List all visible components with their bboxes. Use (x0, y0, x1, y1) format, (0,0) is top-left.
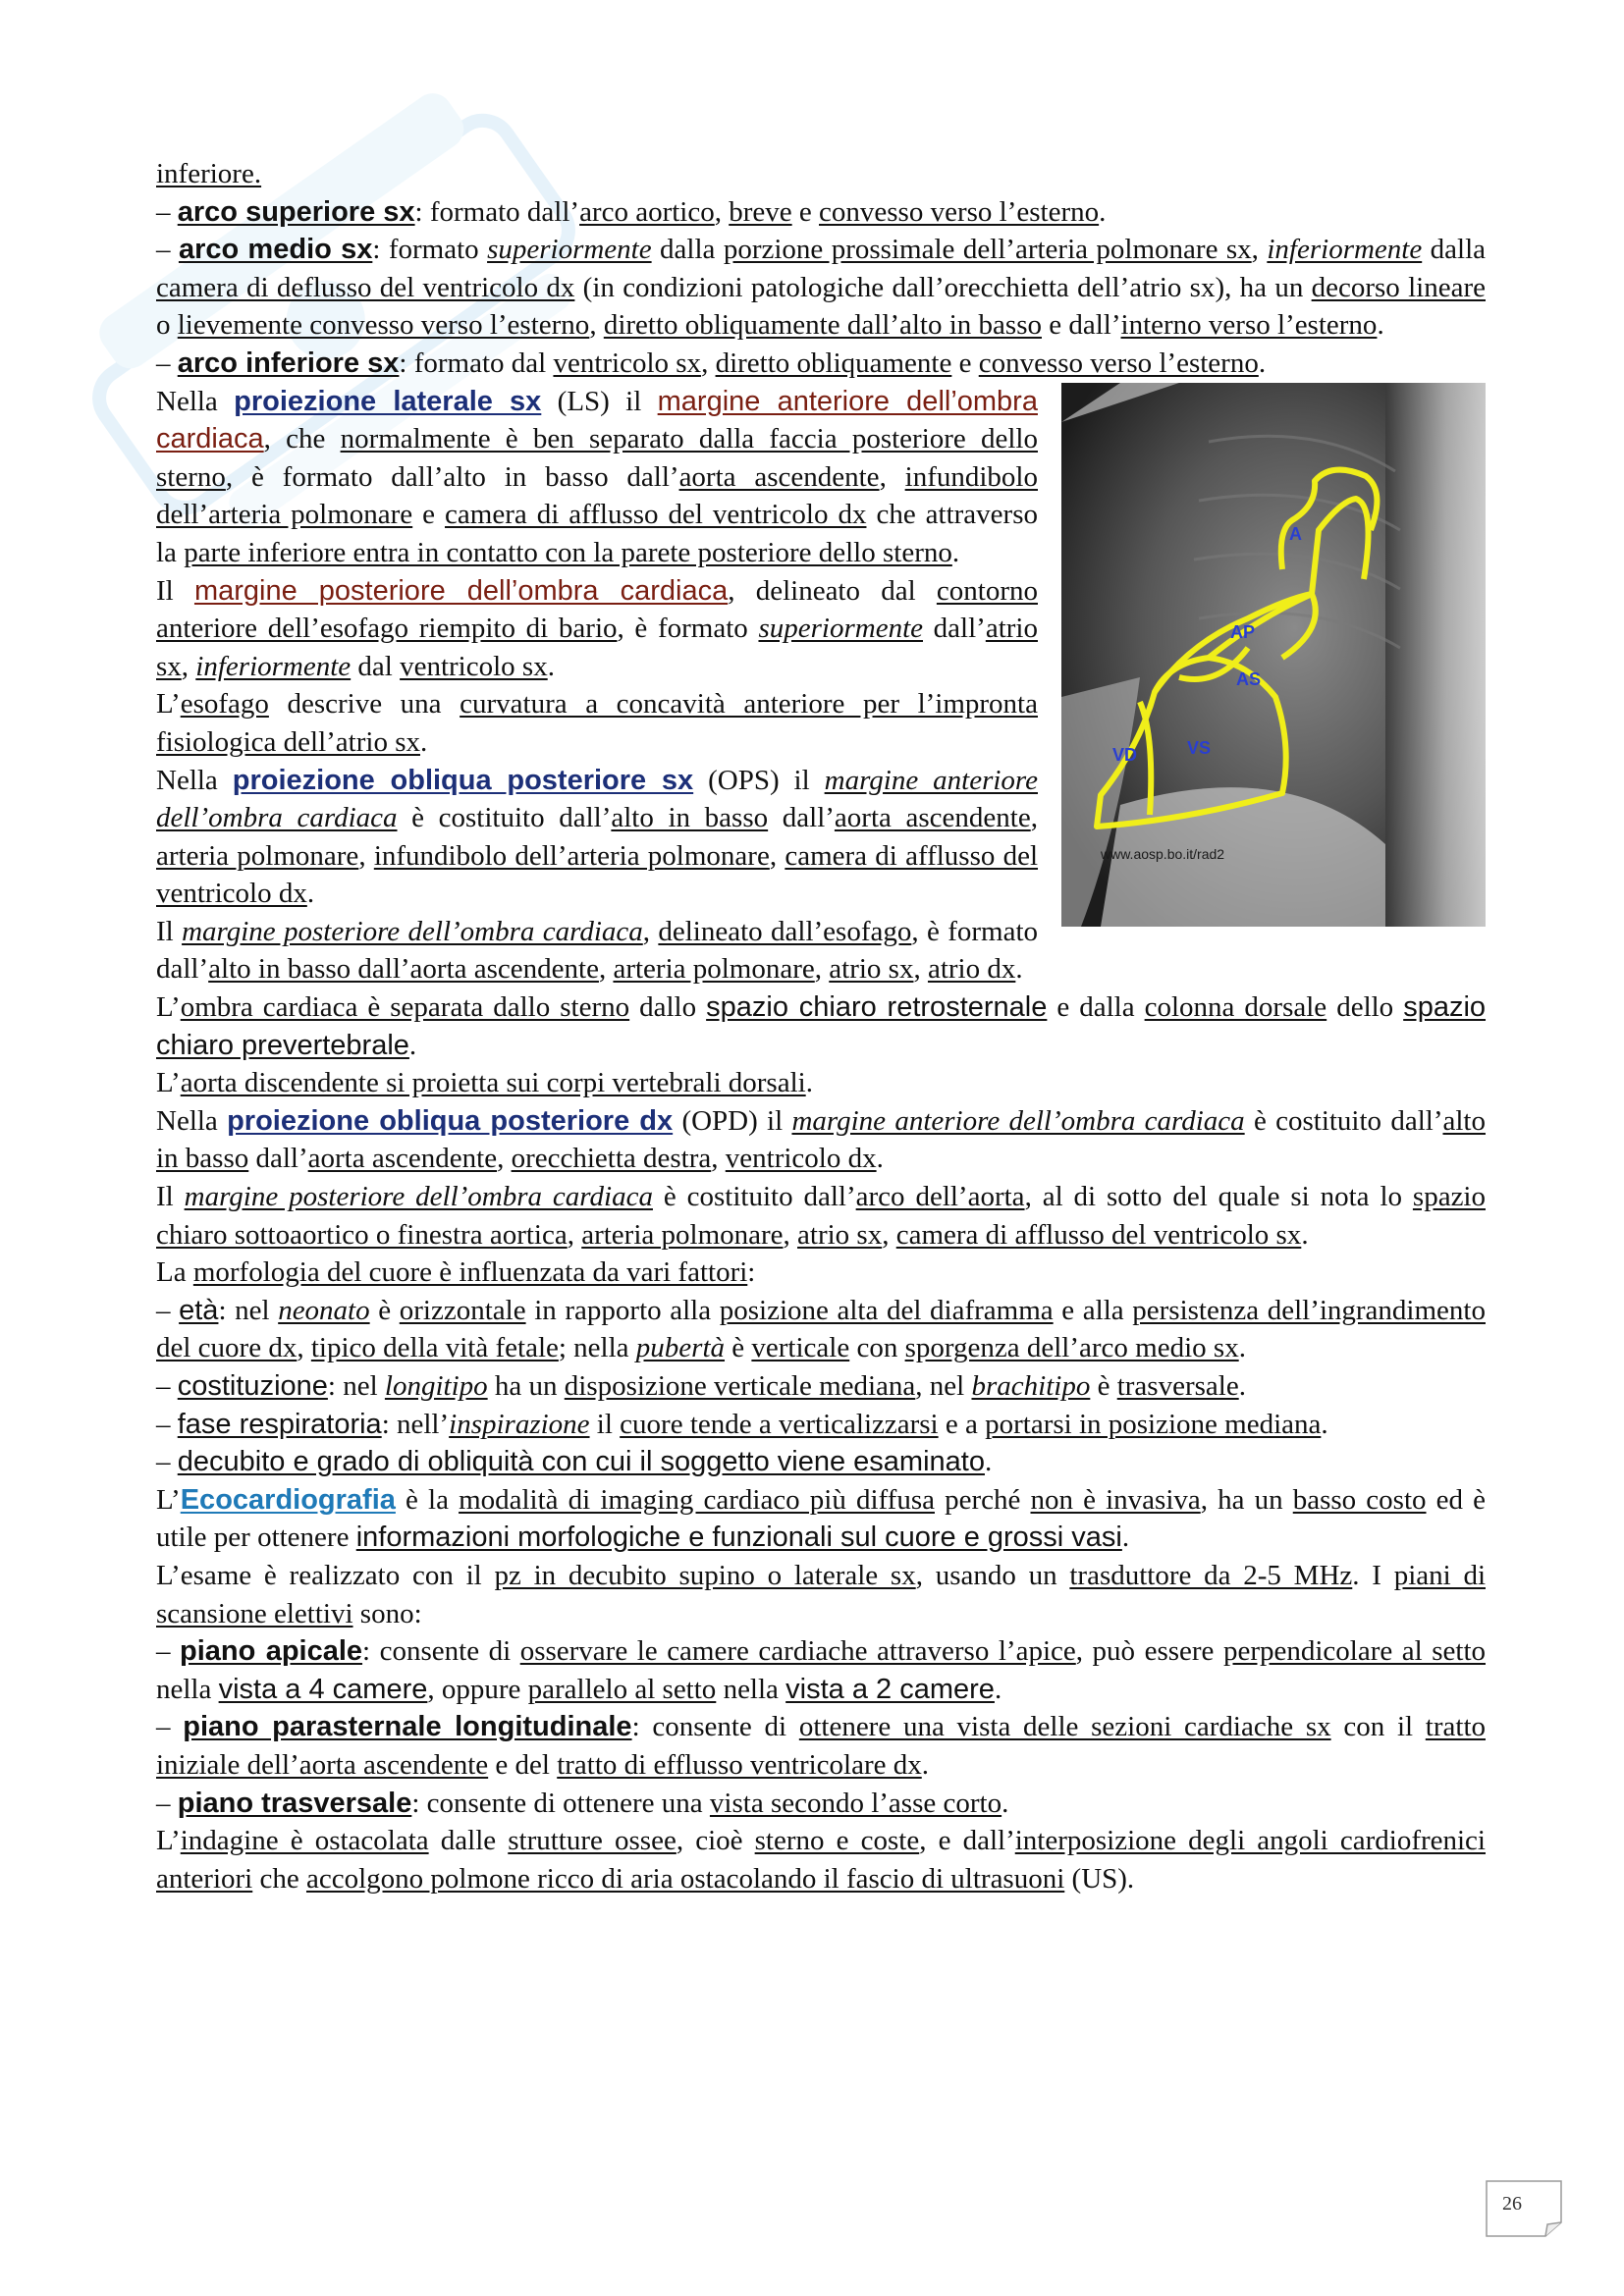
text-run: che (252, 1862, 306, 1895)
paragraph (156, 988, 1486, 1064)
chest-xray-lateral-figure (1061, 383, 1486, 927)
text-run: , è formato dall’ (156, 915, 1038, 986)
text-run: Il (156, 915, 183, 947)
text-run: diretto obliquamente dall’alto in basso (603, 309, 1042, 342)
text-run: : consente di (362, 1635, 520, 1668)
text-run: : (747, 1256, 756, 1289)
text-run: , (882, 1218, 896, 1251)
text-run: – (156, 195, 178, 228)
text-run: : formato dall’ (414, 195, 580, 228)
text-run: . (306, 878, 315, 910)
text-run: , (358, 839, 374, 872)
text-run: vista secondo l’asse corto (709, 1787, 1002, 1819)
text-run: tipico della vità fetale (310, 1332, 559, 1364)
paragraph (156, 1557, 1486, 1632)
paragraph (156, 1367, 1486, 1406)
text-run: L’ (156, 1825, 181, 1857)
text-run: – (156, 1370, 178, 1402)
text-run: interno verso l’esterno (1120, 309, 1378, 342)
text-run: pz in decubito supino o laterale sx (494, 1559, 916, 1591)
text-run: nella (716, 1673, 786, 1705)
text-run: ombra cardiaca è separata dallo sterno (180, 991, 630, 1024)
text-run: – (156, 1294, 180, 1326)
text-run: , (1251, 234, 1268, 266)
text-run: arco dell’aorta (855, 1181, 1025, 1213)
text-run: dall’ (768, 802, 835, 834)
text-run: dal (351, 650, 401, 682)
page-number-box (1485, 2179, 1563, 2238)
text-run: convesso verso l’esterno (978, 347, 1259, 379)
text-run: e del (488, 1748, 558, 1781)
paragraph (156, 1102, 1486, 1178)
text-run: sterno e coste (754, 1825, 920, 1857)
text-run: cuore tende a verticalizzarsi (620, 1408, 939, 1440)
text-run: superiormente (487, 234, 652, 266)
text-run: è costituito dall’ (652, 1181, 856, 1213)
text-run: interposizione degli angoli cardiofrenici anteriori (156, 1825, 1486, 1895)
paragraph (156, 1708, 1486, 1784)
text-run: infundibolo dell’arteria polmonare (156, 460, 1038, 531)
term-highlight: costituzione (177, 1370, 328, 1402)
paragraph (156, 1632, 1486, 1708)
text-run: , (711, 1143, 726, 1175)
text-run: è (1090, 1370, 1117, 1402)
text-run: . (921, 1748, 929, 1781)
text-run: camera di afflusso del ventricolo sx (895, 1218, 1302, 1251)
text-run: – (156, 1635, 181, 1668)
text-run: (US). (1064, 1862, 1135, 1895)
text-run: disposizione verticale mediana (564, 1370, 916, 1402)
text-run: delineato dall’esofago (658, 915, 912, 947)
text-run: descrive una (268, 688, 460, 721)
text-run: brachitipo (971, 1370, 1091, 1402)
text-run: è la (395, 1483, 460, 1516)
text-run: e (412, 499, 446, 531)
term-highlight: piano apicale (180, 1635, 363, 1668)
paragraph (156, 1178, 1486, 1254)
text-run: , delineato dal (728, 574, 937, 607)
paragraph (156, 1481, 1486, 1557)
text-run: aorta ascendente (834, 802, 1031, 834)
text-run: , (783, 1218, 798, 1251)
text-run: inferiore. (156, 158, 262, 189)
text-run: pubertà (635, 1332, 726, 1364)
page-curl-frame (1485, 2179, 1563, 2238)
paragraph (156, 231, 1486, 345)
term-highlight: arco medio sx (178, 234, 373, 266)
text-run: diretto obliquamente (715, 347, 952, 379)
label-vs: VS (1187, 737, 1212, 758)
text-run: . I (1352, 1559, 1394, 1591)
term-highlight: spazio chiaro prevertebrale (156, 991, 1487, 1061)
text-run: L’ (156, 688, 181, 721)
text-run: – (156, 234, 179, 266)
text-run: con (849, 1332, 905, 1364)
label-vd: VD (1112, 744, 1138, 765)
label-as: AS (1236, 668, 1262, 689)
term-highlight: età (179, 1294, 219, 1326)
text-run: tratto iniziale dell’aorta ascendente (156, 1711, 1486, 1781)
text-run: , può essere (1075, 1635, 1223, 1668)
text-run: è (369, 1294, 400, 1326)
text-run: o (156, 309, 178, 342)
text-run: , (879, 460, 905, 493)
text-run: camera di deflusso del ventricolo dx (156, 271, 575, 303)
text-run: , al di sotto del quale si nota lo (1024, 1181, 1413, 1213)
text-run: (in condizioni patologiche dall’orecchietta dell’atrio sx), ha un (574, 271, 1312, 303)
text-run: basso costo (1292, 1483, 1427, 1516)
term-highlight: Ecocardiografia (180, 1483, 396, 1516)
image-credit: www.aosp.bo.it/rad2 (1101, 845, 1225, 862)
text-run: L’ (156, 991, 181, 1024)
text-run: margine anteriore dell’ombra cardiaca (156, 764, 1038, 834)
text-run: camera di afflusso del ventricolo dx (156, 839, 1039, 910)
text-run: e (951, 347, 979, 379)
text-run: . (876, 1143, 884, 1175)
text-run: Nella (156, 1104, 228, 1137)
text-run: con il (1330, 1711, 1426, 1743)
text-run: trasduttore da 2-5 MHz (1069, 1559, 1353, 1591)
text-run: è costituito dall’ (397, 802, 612, 834)
text-run: , (714, 195, 730, 228)
text-run: , e dall’ (919, 1825, 1015, 1857)
text-run: orizzontale (399, 1294, 526, 1326)
term-highlight: vista a 2 camere (785, 1673, 995, 1705)
text-run: , (769, 839, 785, 872)
text-run: : formato dal (399, 347, 554, 379)
text-run: che attraverso la (156, 499, 1038, 568)
text-run: dalla (1422, 234, 1487, 266)
text-run: arco aortico (579, 195, 715, 228)
paragraph (156, 193, 1486, 232)
text-run: osservare le camere cardiache attraverso l’apice (519, 1635, 1076, 1668)
text-run: inferiormente (195, 650, 352, 682)
text-run: : consente di ottenere una (411, 1787, 710, 1819)
text-run: contorno anteriore dell’esofago riempito di bario (156, 574, 1038, 645)
paragraph (156, 1443, 1486, 1481)
text-run: Nella (156, 764, 233, 796)
text-run: , (642, 915, 659, 947)
term-highlight: piano parasternale longitudinale (183, 1711, 632, 1743)
term-highlight: piano trasversale (177, 1787, 412, 1819)
text-run: inspirazione (449, 1408, 590, 1440)
text-run: . (984, 1446, 993, 1478)
text-run: . (951, 536, 960, 568)
text-run: , oppure (427, 1673, 528, 1705)
text-run: morfologia del cuore è influenzata da vari fattori (192, 1256, 748, 1289)
term-highlight: proiezione obliqua posteriore sx (232, 764, 694, 796)
text-run: , (913, 953, 928, 986)
text-run: , (814, 953, 830, 986)
text-run: . (1015, 953, 1023, 986)
paragraph (156, 1254, 1486, 1292)
text-run: persistenza dell’ingrandimento del cuore dx (156, 1294, 1486, 1364)
paragraph (156, 1064, 1486, 1102)
text-run: ed è utile per ottenere (156, 1483, 1486, 1554)
term-highlight: arco superiore sx (177, 195, 415, 228)
text-run: longitipo (384, 1370, 488, 1402)
text-run: tratto di efflusso ventricolare dx (557, 1748, 922, 1781)
text-run: – (156, 1408, 178, 1440)
text-run: ha un (487, 1370, 565, 1402)
text-run: verticale (751, 1332, 850, 1364)
text-run: – (156, 1446, 178, 1478)
text-run: orecchietta destra (511, 1143, 712, 1175)
label-ap: AP (1230, 621, 1256, 642)
text-run: . (1321, 1408, 1328, 1440)
text-run: , (297, 1332, 311, 1364)
text-run: . (1301, 1218, 1309, 1251)
text-run: accolgono polmone ricco di aria ostacolando il fascio di ultrasuoni (305, 1862, 1065, 1895)
text-run: ventricolo dx (725, 1143, 877, 1175)
term-highlight: spazio chiaro retrosternale (706, 991, 1048, 1024)
text-run: margine posteriore dell’ombra cardiaca (184, 1181, 653, 1213)
xray-image (1061, 383, 1486, 927)
text-run: aorta discendente si proietta sui corpi vertebrali dorsali (180, 1067, 806, 1099)
text-run: sono: (352, 1597, 422, 1629)
text-run: nella (156, 1673, 219, 1705)
text-run: L’esame è realizzato con il (156, 1559, 495, 1591)
text-run: parte inferiore entra in contatto con la parete posteriore dello sterno (184, 536, 952, 568)
text-run: arteria polmonare (581, 1218, 784, 1251)
text-run: atrio sx (829, 953, 914, 986)
text-run: inferiormente (1267, 234, 1423, 266)
text-run: convesso verso l’esterno (819, 195, 1100, 228)
text-run: neonato (278, 1294, 370, 1326)
text-run: L’ (156, 1067, 181, 1099)
text-run: non è invasiva (1030, 1483, 1201, 1516)
text-run: dallo (629, 991, 707, 1024)
text-run: . (1121, 1522, 1130, 1554)
text-run: : formato (372, 234, 488, 266)
text-run: perché (934, 1483, 1031, 1516)
text-run: . (1377, 309, 1384, 342)
text-run: portarsi in posizione mediana (985, 1408, 1322, 1440)
text-run: . (408, 1029, 417, 1061)
term-highlight: margine posteriore dell’ombra cardiaca (193, 574, 729, 607)
text-run: (LS) il (541, 385, 658, 417)
text-run: , (598, 953, 614, 986)
text-run: sporgenza dell’arco medio sx (904, 1332, 1239, 1364)
term-highlight: fase respiratoria (177, 1408, 382, 1440)
text-run: : nel (327, 1370, 385, 1402)
text-run: Nella (156, 385, 235, 417)
text-run: , ha un (1200, 1483, 1293, 1516)
text-run: – (156, 1787, 178, 1819)
text-run: , è formato dall’alto in basso dall’ (225, 460, 679, 493)
text-run: (OPD) il (673, 1104, 792, 1137)
text-run: perpendicolare al setto (1222, 1635, 1486, 1668)
term-highlight: decubito e grado di obliquità con cui il soggetto viene esaminato (177, 1446, 985, 1478)
text-run: porzione prossimale dell’arteria polmonare sx (723, 234, 1252, 266)
text-run: . (1001, 1787, 1009, 1819)
text-run: atrio sx (797, 1218, 883, 1251)
text-run: è costituito dall’ (1244, 1104, 1443, 1137)
term-highlight: proiezione laterale sx (234, 385, 542, 417)
paragraph (156, 1406, 1486, 1444)
text-run: alto in basso (156, 1104, 1486, 1175)
paragraph (156, 1822, 1486, 1897)
text-run: dall’ (923, 613, 986, 645)
text-run: : nel (218, 1294, 279, 1326)
term-highlight: vista a 4 camere (218, 1673, 428, 1705)
text-run: trasversale (1116, 1370, 1239, 1402)
paragraph (156, 345, 1486, 383)
text-run: Il (156, 574, 194, 607)
text-run: , (701, 347, 716, 379)
text-run: , (567, 1218, 582, 1251)
text-run: , (1030, 802, 1038, 834)
text-run: , che (263, 423, 341, 455)
text-run: normalmente è ben separato dalla faccia posteriore dello sterno (156, 423, 1038, 493)
text-run: superiormente (758, 613, 923, 645)
text-run: e dalla (1047, 991, 1145, 1024)
page-number: 26 (1502, 2193, 1522, 2215)
text-run: . (1238, 1332, 1246, 1364)
text-run: ventricolo sx (553, 347, 702, 379)
text-run: e alla (1053, 1294, 1133, 1326)
text-run: : consente di (631, 1711, 799, 1743)
document-body (156, 155, 1486, 1897)
text-run: . (805, 1067, 813, 1099)
text-run: . (994, 1673, 1002, 1705)
text-run: infundibolo dell’arteria polmonare (373, 839, 770, 872)
text-run: camera di afflusso del ventricolo dx (445, 499, 867, 531)
text-run: e (791, 195, 820, 228)
text-run: . (420, 725, 428, 758)
text-run: . (1099, 195, 1107, 228)
text-run: curvatura a concavità anteriore per l’impronta fisiologica dell’atrio sx (156, 688, 1038, 758)
text-run: dalle (428, 1825, 509, 1857)
text-run: , nel (915, 1370, 972, 1402)
text-run: arteria polmonare (156, 839, 359, 872)
text-run: . (1258, 347, 1267, 379)
text-run: parallelo al setto (527, 1673, 717, 1705)
text-run: lievemente convesso verso l’esterno (177, 309, 590, 342)
text-run: – (156, 1711, 184, 1743)
text-run: è (725, 1332, 752, 1364)
text-run: dello (1326, 991, 1404, 1024)
text-run: aorta ascendente (678, 460, 880, 493)
text-run: . (547, 650, 555, 682)
text-run: colonna dorsale (1144, 991, 1327, 1024)
text-run: alto in basso dall’aorta ascendente (208, 953, 599, 986)
term-highlight: informazioni morfologiche e funzionali sul cuore e grossi vasi (355, 1522, 1122, 1554)
text-run: L’ (156, 1483, 181, 1516)
text-run: Il (156, 1181, 185, 1213)
text-run: atrio dx (927, 953, 1016, 986)
text-run: indagine è ostacolata (180, 1825, 429, 1857)
text-run: in rapporto alla (525, 1294, 720, 1326)
text-run: dall’ (248, 1143, 308, 1175)
term-highlight: margine anteriore dell’ombra cardiaca (156, 385, 1038, 455)
text-run: alto in basso (611, 802, 769, 834)
paragraph (156, 1292, 1486, 1367)
text-run: arteria polmonare (613, 953, 815, 986)
text-run: breve (729, 195, 792, 228)
text-run: dalla (651, 234, 724, 266)
text-run: . (1238, 1370, 1246, 1402)
text-run: (OPS) il (693, 764, 825, 796)
text-run: ventricolo sx (400, 650, 548, 682)
text-run: , (181, 650, 196, 682)
term-highlight: proiezione obliqua posteriore dx (227, 1104, 674, 1137)
text-run: il (589, 1408, 621, 1440)
text-run: aorta ascendente (307, 1143, 498, 1175)
text-run: modalità di imaging cardiaco più diffusa (459, 1483, 935, 1516)
text-run: margine anteriore dell’ombra cardiaca (791, 1104, 1245, 1137)
text-run: , usando un (915, 1559, 1070, 1591)
text-run: e dall’ (1042, 309, 1121, 342)
text-run: e a (938, 1408, 986, 1440)
text-run: piani di scansione elettivi (156, 1559, 1486, 1629)
text-run: ottenere una vista delle sezioni cardiache sx (798, 1711, 1331, 1743)
text-run: strutture ossee (508, 1825, 677, 1857)
text-run: : nell’ (381, 1408, 450, 1440)
text-run: , cioè (676, 1825, 755, 1857)
text-run: – (156, 347, 178, 379)
text-run: , (589, 309, 604, 342)
text-run: margine posteriore dell’ombra cardiaca (182, 915, 643, 947)
label-a: A (1289, 523, 1302, 544)
text-run: , (497, 1143, 512, 1175)
paragraph (156, 1785, 1486, 1823)
text-run: atrio sx (156, 613, 1038, 682)
text-run: , è formato (617, 613, 759, 645)
term-highlight: arco inferiore sx (177, 347, 400, 379)
text-run: ; nella (558, 1332, 636, 1364)
text-run: spazio chiaro sottoaortico o finestra aortica (156, 1181, 1486, 1251)
paragraph (156, 155, 1486, 193)
text-run: La (156, 1256, 193, 1289)
text-run: posizione alta del diaframma (719, 1294, 1054, 1326)
text-run: decorso lineare (1311, 271, 1486, 303)
text-run: esofago (180, 688, 269, 721)
